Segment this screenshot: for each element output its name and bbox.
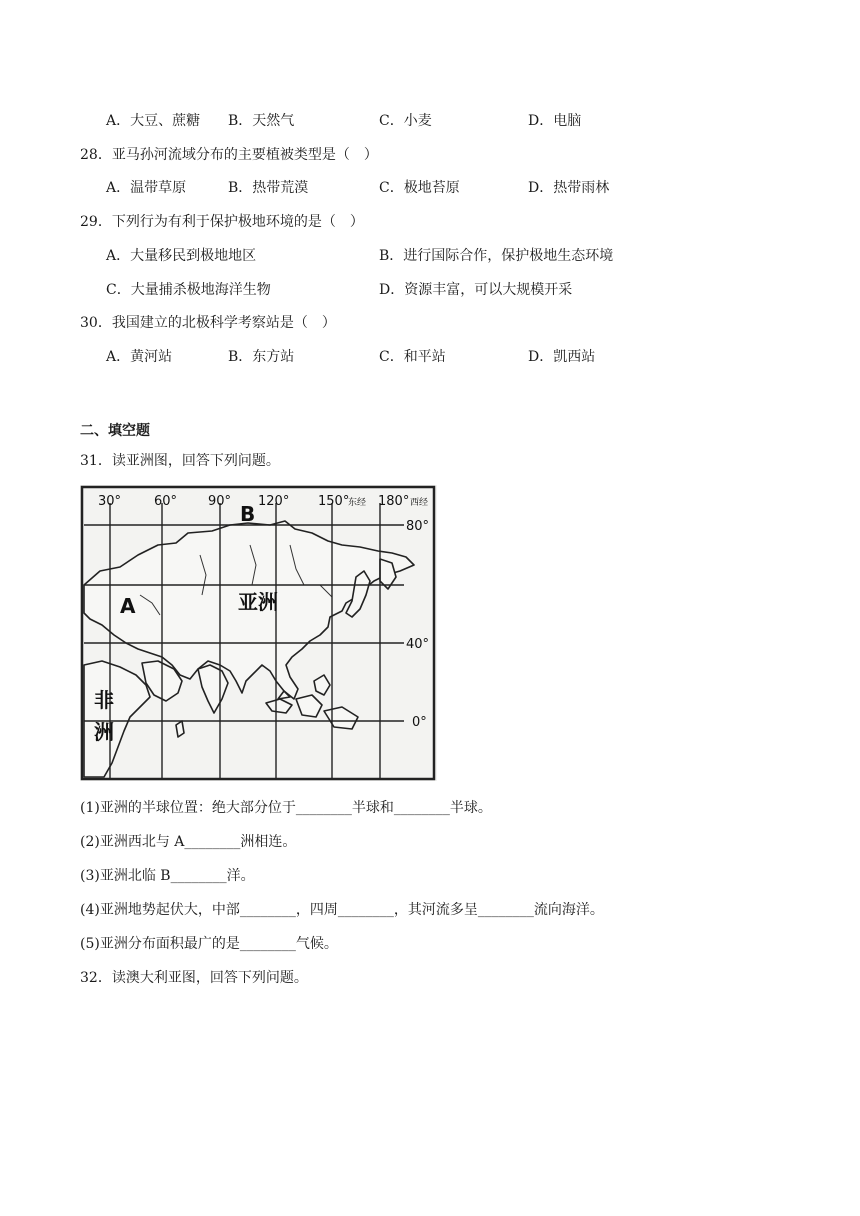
q31-sub3: (3)亚洲北临 B________洋。 [80,868,255,884]
lat-label-80: 80° [406,519,430,534]
map-label-asia: 亚洲 [238,590,278,614]
asia-map [80,485,437,781]
lat-label-0: 0° [412,715,427,730]
q31-sub1: (1)亚洲的半球位置：绝大部分位于________半球和________半球。 [80,800,492,816]
lon-label-60: 60° [154,494,178,509]
lon-label-180: 180° [378,494,410,509]
lon-label-90: 90° [208,494,232,509]
q31-sub2: (2)亚洲西北与 A________洲相连。 [80,834,297,850]
q28-option-b: B．热带荒漠 [228,180,309,196]
q28-option-a: A．温带草原 [106,180,187,196]
q30-option-c: C．和平站 [379,349,446,365]
lon-label-west: 西经 [410,498,429,508]
q28-option-d: D．热带雨林 [528,180,610,196]
q30-question: 30．我国建立的北极科学考察站是（ ） [80,315,336,331]
q27-option-c: C．小麦 [379,113,432,129]
lat-label-40: 40° [406,637,430,652]
map-label-africa-2: 洲 [94,720,114,744]
q27-option-b: B．天然气 [228,113,295,129]
section-heading: 二、填空题 [80,423,150,439]
q29-option-d: D．资源丰富，可以大规模开采 [379,282,573,298]
q31-sub4: (4)亚洲地势起伏大，中部________，四周________，其河流多呈________流向海洋。 [80,902,604,918]
q28-question: 28．亚马孙河流域分布的主要植被类型是（ ） [80,147,378,163]
map-label-africa-1: 非 [94,688,114,712]
q27-option-d: D．电脑 [528,113,582,129]
q30-option-a: A．黄河站 [106,349,173,365]
lon-label-150: 150° [318,494,350,509]
q31-question: 31．读亚洲图，回答下列问题。 [80,453,280,469]
q32-question: 32．读澳大利亚图，回答下列问题。 [80,970,308,986]
q29-option-a: A．大量移民到极地地区 [106,248,257,264]
lon-label-30: 30° [98,494,122,509]
map-label-b: B [240,502,256,526]
asia-map-figure [80,485,437,781]
q28-option-c: C．极地苔原 [379,180,460,196]
lon-label-120: 120° [258,494,290,509]
map-label-a: A [120,594,136,618]
q30-option-d: D．凯西站 [528,349,596,365]
q27-option-a: A．大豆、蔗糖 [106,113,201,129]
q30-option-b: B．东方站 [228,349,295,365]
q31-sub5: (5)亚洲分布面积最广的是________气候。 [80,936,338,952]
q29-option-b: B．进行国际合作，保护极地生态环境 [379,248,614,264]
q29-option-c: C．大量捕杀极地海洋生物 [106,282,271,298]
q29-question: 29．下列行为有利于保护极地环境的是（ ） [80,214,364,230]
lon-label-east: 东经 [348,498,367,508]
